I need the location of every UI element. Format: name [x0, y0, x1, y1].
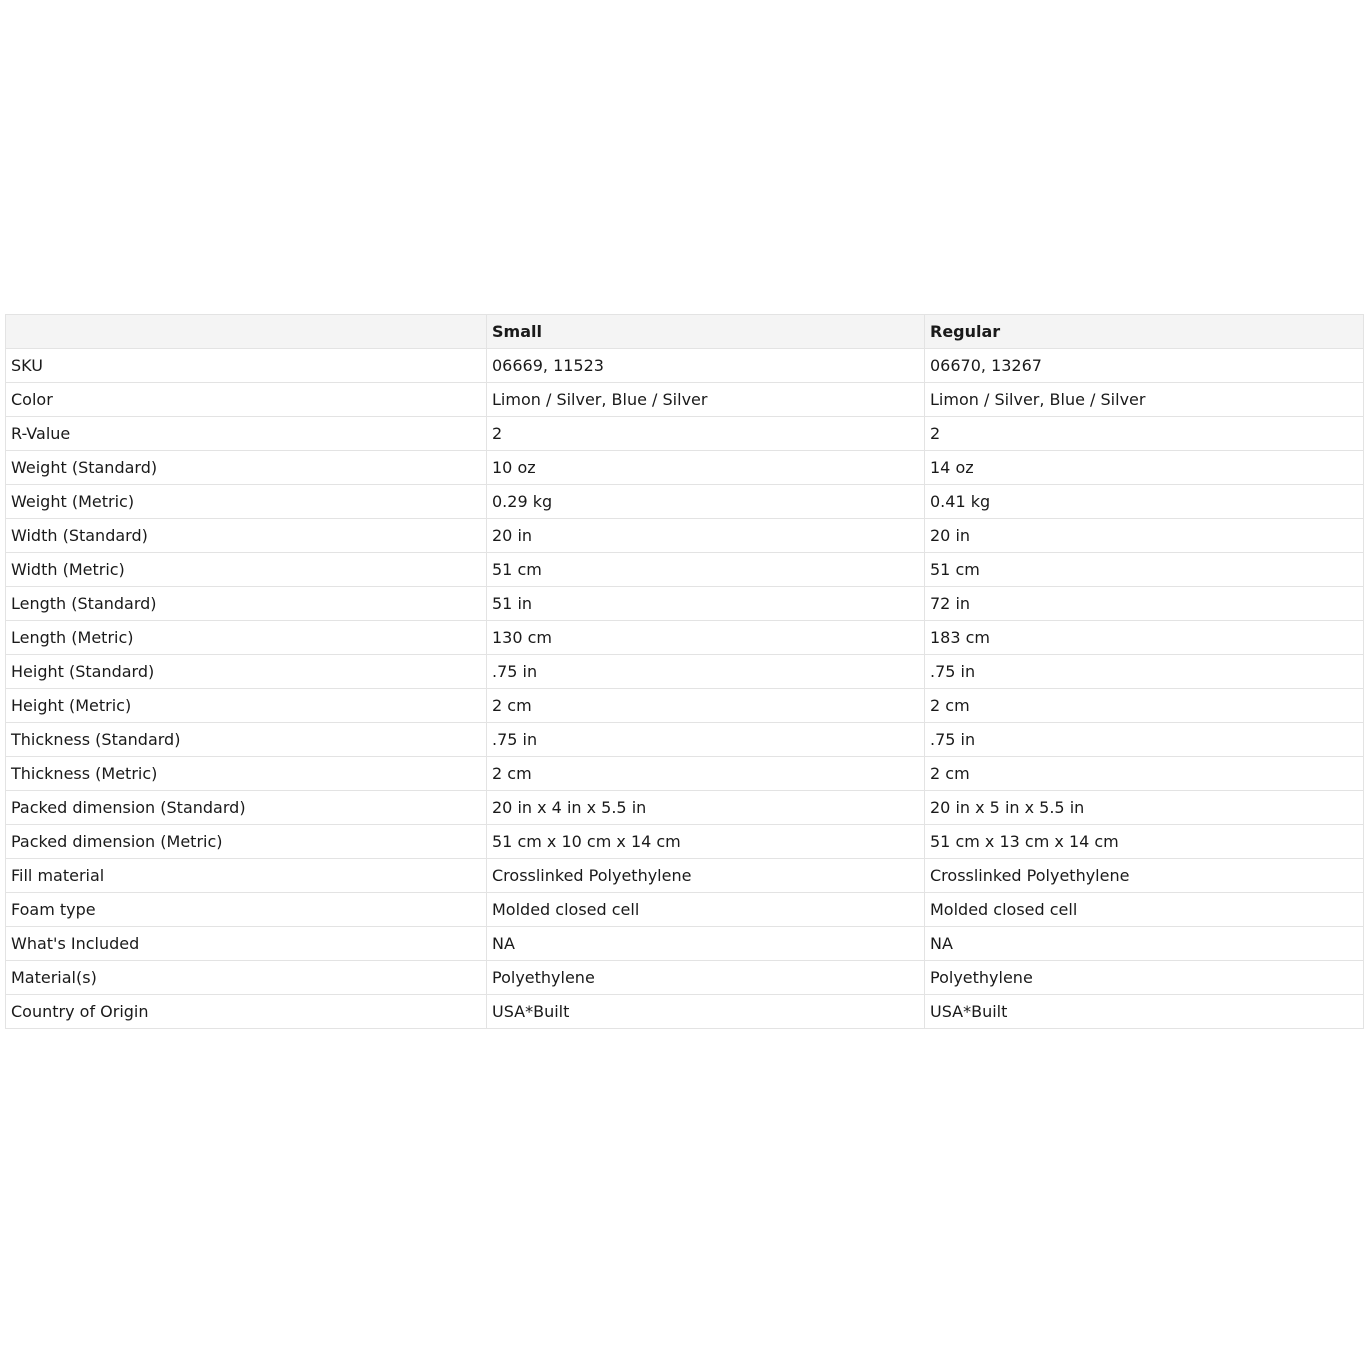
regular-cell: 20 in — [925, 519, 1364, 553]
table-row — [6, 383, 1364, 417]
label-cell: Fill material — [6, 859, 487, 893]
small-cell: 2 cm — [487, 757, 925, 791]
regular-cell: Limon / Silver, Blue / Silver — [925, 383, 1364, 417]
regular-cell: 72 in — [925, 587, 1364, 621]
small-cell: .75 in — [487, 723, 925, 757]
label-cell: R-Value — [6, 417, 487, 451]
small-cell: Crosslinked Polyethylene — [487, 859, 925, 893]
small-cell: Molded closed cell — [487, 893, 925, 927]
regular-cell: .75 in — [925, 723, 1364, 757]
spec-table — [5, 314, 1364, 1029]
table-row — [6, 757, 1364, 791]
header-cell-label — [6, 315, 487, 349]
regular-cell: 51 cm x 13 cm x 14 cm — [925, 825, 1364, 859]
table-row — [6, 893, 1364, 927]
label-cell: Height (Standard) — [6, 655, 487, 689]
table-row — [6, 995, 1364, 1029]
label-cell: Width (Standard) — [6, 519, 487, 553]
regular-cell: NA — [925, 927, 1364, 961]
label-cell: Material(s) — [6, 961, 487, 995]
small-cell: 51 cm — [487, 553, 925, 587]
table-row — [6, 927, 1364, 961]
table-row — [6, 723, 1364, 757]
small-cell: 2 cm — [487, 689, 925, 723]
small-cell: 0.29 kg — [487, 485, 925, 519]
small-cell: USA*Built — [487, 995, 925, 1029]
label-cell: Packed dimension (Standard) — [6, 791, 487, 825]
table-row — [6, 451, 1364, 485]
regular-cell: .75 in — [925, 655, 1364, 689]
small-cell: 51 cm x 10 cm x 14 cm — [487, 825, 925, 859]
header-cell-small: Small — [487, 315, 925, 349]
table-row — [6, 349, 1364, 383]
label-cell: Weight (Metric) — [6, 485, 487, 519]
table-header-row — [6, 315, 1364, 349]
small-cell: 51 in — [487, 587, 925, 621]
regular-cell: 2 cm — [925, 757, 1364, 791]
table-row — [6, 519, 1364, 553]
regular-cell: 06670, 13267 — [925, 349, 1364, 383]
label-cell: Length (Metric) — [6, 621, 487, 655]
regular-cell: 0.41 kg — [925, 485, 1364, 519]
small-cell: Limon / Silver, Blue / Silver — [487, 383, 925, 417]
small-cell: NA — [487, 927, 925, 961]
label-cell: Weight (Standard) — [6, 451, 487, 485]
label-cell: Height (Metric) — [6, 689, 487, 723]
small-cell: 20 in — [487, 519, 925, 553]
table-row — [6, 791, 1364, 825]
label-cell: Width (Metric) — [6, 553, 487, 587]
table-row — [6, 655, 1364, 689]
table-row — [6, 417, 1364, 451]
small-cell: .75 in — [487, 655, 925, 689]
small-cell: 06669, 11523 — [487, 349, 925, 383]
small-cell: 130 cm — [487, 621, 925, 655]
label-cell: Foam type — [6, 893, 487, 927]
small-cell: Polyethylene — [487, 961, 925, 995]
label-cell: Country of Origin — [6, 995, 487, 1029]
small-cell: 10 oz — [487, 451, 925, 485]
regular-cell: 2 cm — [925, 689, 1364, 723]
regular-cell: 183 cm — [925, 621, 1364, 655]
regular-cell: 14 oz — [925, 451, 1364, 485]
label-cell: Packed dimension (Metric) — [6, 825, 487, 859]
label-cell: Thickness (Standard) — [6, 723, 487, 757]
table-row — [6, 689, 1364, 723]
table-row — [6, 553, 1364, 587]
table-row — [6, 621, 1364, 655]
small-cell: 20 in x 4 in x 5.5 in — [487, 791, 925, 825]
label-cell: Color — [6, 383, 487, 417]
regular-cell: 20 in x 5 in x 5.5 in — [925, 791, 1364, 825]
label-cell: What's Included — [6, 927, 487, 961]
regular-cell: USA*Built — [925, 995, 1364, 1029]
small-cell: 2 — [487, 417, 925, 451]
table-row — [6, 485, 1364, 519]
table-row — [6, 859, 1364, 893]
regular-cell: Molded closed cell — [925, 893, 1364, 927]
table-body — [6, 349, 1364, 1029]
table-row — [6, 961, 1364, 995]
label-cell: Thickness (Metric) — [6, 757, 487, 791]
regular-cell: 2 — [925, 417, 1364, 451]
label-cell: Length (Standard) — [6, 587, 487, 621]
regular-cell: 51 cm — [925, 553, 1364, 587]
regular-cell: Crosslinked Polyethylene — [925, 859, 1364, 893]
regular-cell: Polyethylene — [925, 961, 1364, 995]
header-cell-regular: Regular — [925, 315, 1364, 349]
label-cell: SKU — [6, 349, 487, 383]
table-row — [6, 825, 1364, 859]
table-row — [6, 587, 1364, 621]
